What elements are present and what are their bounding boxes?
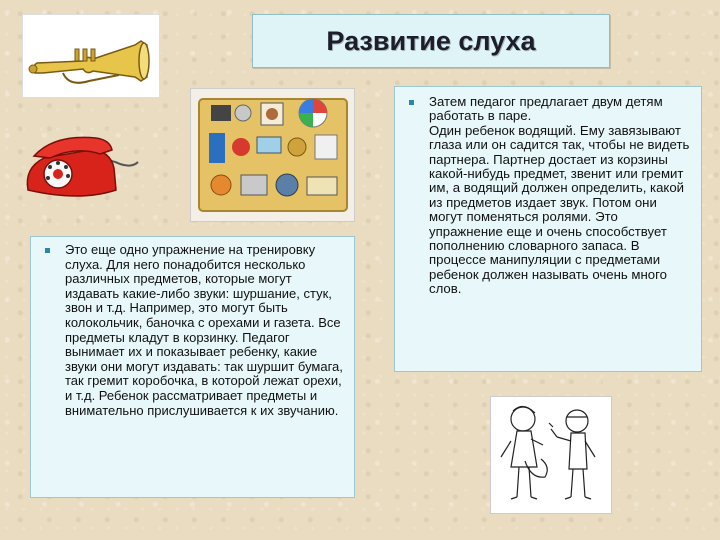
slide-title: Развитие слуха — [326, 25, 536, 56]
left-bullet-item — [45, 243, 346, 418]
telephone-icon — [20, 128, 145, 208]
right-bullet-item — [409, 95, 693, 297]
left-box-text: Это еще одно упражнение на тренировку слуха. Для него понадобится несколько различных предметов, которые могут издавать какие-либо звуки: шуршание, стук, звон и т.д. Например, это могут быть колокольчик, баночка с орехами и газета. Все предметы кладут в корзинку. Педагог вынимает их и показывает ребенку, какие звуки они могут издавать: так шуршит бумага, так гремит коробочка, в которой лежат орехи, и т.д. Ребенок рассматривает предметы и внимательно прислушивается к их звучанию. — [65, 242, 343, 418]
busy-board-icon — [190, 88, 355, 222]
bullet-icon — [45, 248, 50, 253]
children-drawing-icon — [490, 396, 612, 514]
right-text-box — [394, 86, 702, 372]
slide-title-box — [252, 14, 610, 68]
left-text-box — [30, 236, 355, 498]
bullet-icon — [409, 100, 414, 105]
right-box-text: Затем педагог предлагает двум детям работать в паре. Один ребенок водящий. Ему завязывают глаза или он садится так, чтобы не видеть партнера. Партнер достает из корзины какой-нибудь предмет, звенит или гремит им, а водящий должен определить, какой из предметов издает звук. Потом они могут поменяться ролями. Это упражнение еще и очень способствует пополнению словарного запаса. В процессе манипуляции с предметами ребенок должен называть очень много слов. — [429, 94, 690, 297]
trumpet-icon — [22, 14, 160, 98]
